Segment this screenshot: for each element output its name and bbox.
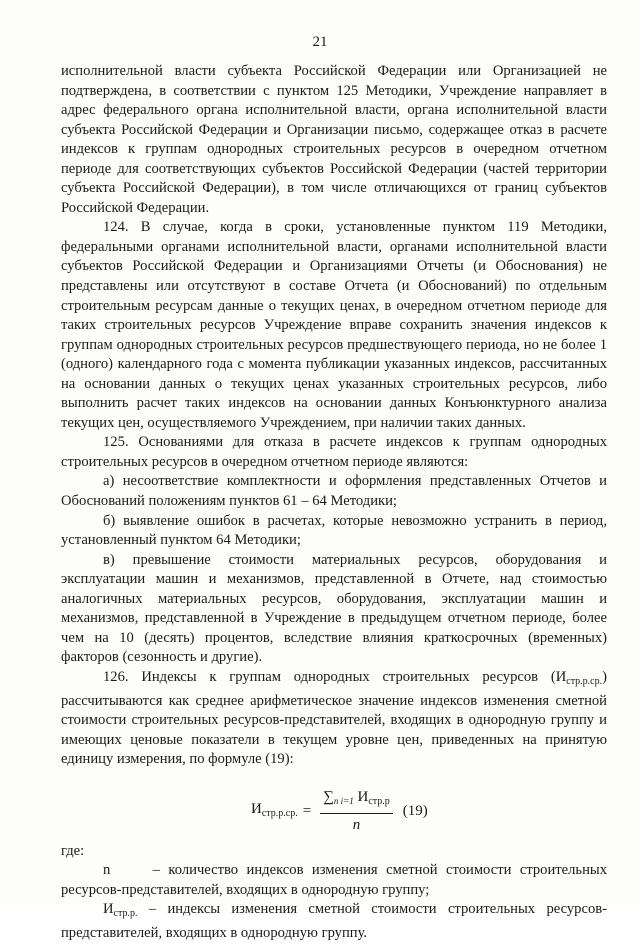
- definition-n: [61, 861, 607, 900]
- definition-i-subscript: стр.р.: [113, 908, 138, 920]
- paragraph-125: 125. Основаниями для отказа в расчете индексов к группам однородных строительных ресурсов в очередном отчетном периоде являются:: [61, 434, 607, 470]
- formula-number: (19): [402, 802, 428, 819]
- formula-expression: [251, 788, 428, 836]
- sum-limits: n i=1: [333, 795, 354, 806]
- paragraph-124: 124. В случае, когда в сроки, установленные пунктом 119 Методики, федеральными органами исполнительной власти, органами исполнительной власти субъектов Российской Федерации и Организациями Отчеты (и Обоснования) не представлены или отсутствуют в составе Отчета (и Обоснований) по отдельным строительным ресурсам данные о текущих ценах, в очередном отчетном периоде для таких строительных ресурсов Учреждение вправе сохранить значения индексов к группам однородных строительных ресурсов предшествующего периода, но не более 1 (одного) календарного года с момента публикации указанных индексов, рассчитанных на основании данных о текущих ценах указанных строительных ресурсов, либо выполнить расчет таких индексов на основании данных Конъюнктурного анализа текущих цен, осуществляемого Учреждением, при наличии таких данных.: [61, 219, 607, 431]
- formula-denominator: n: [352, 817, 361, 834]
- definition-i-text: – индексы изменения сметной стоимости строительных ресурсов-представителей, входящих в однородную группу.: [61, 901, 607, 941]
- definition-n-text: – количество индексов изменения сметной стоимости строительных ресурсов-представителей, входящих в однородную группу;: [61, 862, 607, 898]
- definition-n-symbol: n: [103, 862, 111, 879]
- formula-19: [61, 788, 607, 832]
- paragraph-continuation: исполнительной власти субъекта Российской Федерации или Организацией не подтверждена, в соответствии с пунктом 125 Методики, Учреждение направляет в адрес федерального органа исполнительной власти, органа исполнительной власти субъекта Российской Федерации и Организации письмо, содержащее отказ в расчете индексов к группам однородных строительных ресурсов в очередном отчетном периоде для соответствующих субъектов Российской Федерации (частей территории субъекта Российской Федерации), в том числе отличающихся от границ субъектов Российской Федерации.: [61, 63, 607, 216]
- paragraph-126-start: 126. Индексы к группам однородных строительных ресурсов (И: [103, 668, 567, 685]
- definition-i-symbol: И: [103, 901, 114, 918]
- sum-symbol: ∑: [323, 788, 334, 805]
- formula-lhs-subscript: стр.р.ср.: [261, 807, 298, 819]
- page-number: 21: [312, 34, 328, 50]
- paragraph-126: [61, 668, 607, 770]
- definition-i: [61, 900, 607, 943]
- where-label: где:: [61, 842, 85, 859]
- paragraph-125-a: а) несоответствие комплектности и оформления представленных Отчетов и Обоснований положениям пунктов 61 – 64 Методики;: [61, 473, 607, 510]
- formula-numerator-symbol: И: [357, 788, 369, 805]
- paragraph-126-subscript: стр.р.ср.: [566, 675, 603, 687]
- formula-equals: =: [302, 802, 312, 819]
- paragraph-125-b: б) выявление ошибок в расчетах, которые невозможно устранить в период, установленный пунктом 64 Методики;: [61, 512, 607, 549]
- formula-fraction: [320, 788, 393, 836]
- formula-numerator-subscript: стр.р: [368, 795, 390, 807]
- formula-lhs: [251, 800, 298, 824]
- paragraph-126-end: ) рассчитываются как среднее арифметическое значение индексов изменения сметной стоимости строительных ресурсов-представителей, входящих в однородную группу и имеющих ценовые показатели в текущем уровне цен, приведенных на принятую единицу измерения, по формуле (19):: [61, 668, 607, 768]
- paragraph-125-c: в) превышение стоимости материальных ресурсов, оборудования и эксплуатации машин и механизмов, представленной в Отчете, над стоимостью аналогичных материальных ресурсов, оборудования, эксплуатации машин и механизмов, представленной в Учреждение в предыдущем отчетном периоде, более чем на 10 (десять) процентов, вследствие влияния краткосрочных (временных) факторов (сезонность и другие).: [61, 551, 607, 666]
- document-body: [61, 62, 607, 943]
- formula-numerator: [320, 788, 393, 815]
- formula-lhs-symbol: И: [251, 800, 262, 817]
